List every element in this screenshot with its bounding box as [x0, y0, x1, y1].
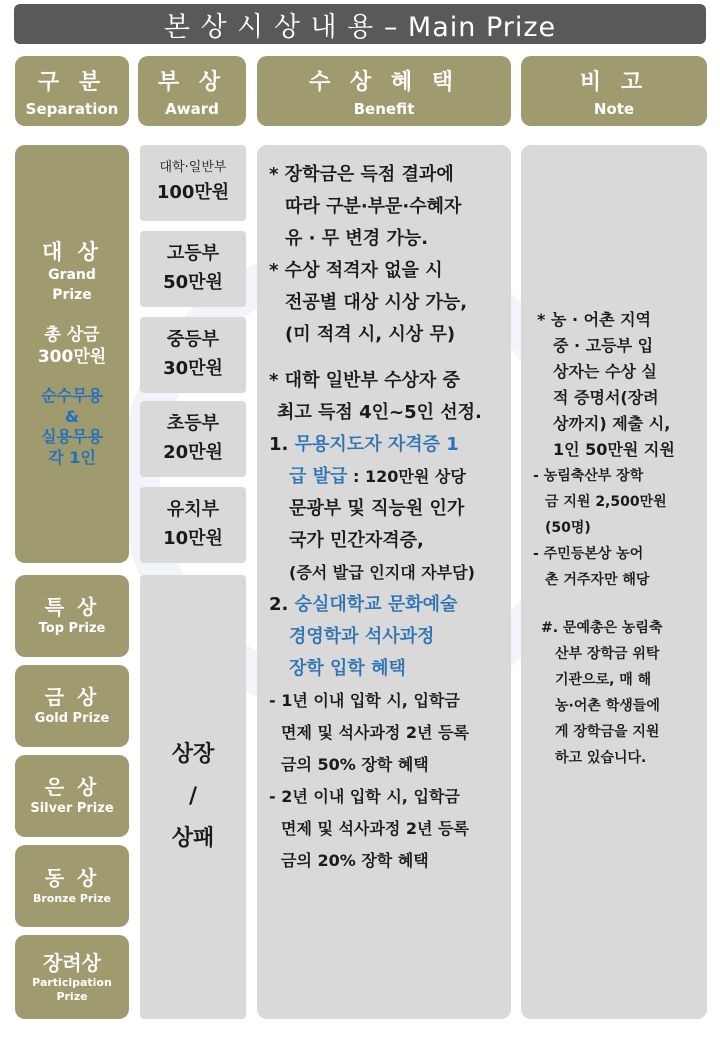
benefit-line: * 장학금은 득점 결과에 — [269, 164, 454, 185]
header-award-en: Award — [165, 99, 219, 118]
header-separation — [15, 56, 129, 126]
top-prize-cell — [15, 575, 129, 657]
note-line: #. 문예총은 농림축 — [541, 620, 663, 636]
header-benefit — [257, 56, 511, 126]
benefit-cell — [257, 145, 511, 1019]
top-prize-ko: 특 상 — [44, 594, 100, 619]
gold-prize-en: Gold Prize — [34, 710, 110, 726]
benefit-line: 따라 구분·부문·수혜자 — [285, 196, 462, 217]
header-award-ko: 부 상 — [157, 69, 227, 95]
tier-elementary — [140, 401, 246, 477]
header-separation-ko: 구 분 — [37, 69, 107, 95]
grand-prize-cell — [15, 145, 129, 563]
grand-total-amount: 300만원 — [37, 346, 107, 367]
grand-prize-en-2: Prize — [52, 286, 92, 303]
note-cell — [521, 145, 707, 1019]
participation-prize-en-1: Participation — [32, 975, 112, 989]
tier-amount: 50만원 — [163, 272, 223, 293]
note-line: (50명) — [545, 520, 591, 536]
tier-high-school — [140, 231, 246, 307]
benefit-highlight: 경영학과 석사과정 — [289, 626, 435, 647]
tier-name: 유치부 — [166, 499, 220, 521]
award-certificate: 상장 — [171, 742, 215, 768]
header-note — [521, 56, 707, 126]
tier-name: 중등부 — [166, 329, 220, 351]
award-separator: / — [188, 784, 198, 810]
grand-prize-ko: 대 상 — [42, 240, 102, 265]
benefit-item-number: 1. — [269, 434, 295, 455]
note-line: - 주민등본상 농어 — [533, 546, 644, 562]
silver-prize-cell — [15, 755, 129, 837]
gold-prize-ko: 금 상 — [44, 684, 100, 709]
benefit-line: 문광부 및 직능원 인가 — [289, 498, 465, 519]
benefit-line: - 2년 이내 입학 시, 입학금 — [269, 787, 460, 806]
grand-prize-en-1: Grand — [48, 267, 96, 284]
benefit-item-number: 2. — [269, 594, 295, 615]
tier-name: 고등부 — [166, 243, 220, 265]
benefit-line: (증서 발급 인지대 자부담) — [289, 563, 475, 582]
tier-middle-school — [140, 317, 246, 393]
bronze-prize-en: Bronze Prize — [32, 892, 111, 906]
tier-amount: 10만원 — [163, 528, 223, 549]
tier-name: 초등부 — [166, 413, 220, 435]
bronze-prize-cell — [15, 845, 129, 927]
benefit-highlight: 숭실대학교 문화예술 — [294, 594, 458, 615]
grand-category-1: 순수무용 — [41, 385, 103, 405]
note-line: 촌 거주자만 해당 — [545, 572, 650, 588]
note-line: 게 장학금을 지원 — [555, 724, 660, 740]
header-award — [138, 56, 246, 126]
header-note-ko: 비 고 — [579, 69, 649, 95]
benefit-line: 면제 및 석사과정 2년 등록 — [281, 723, 469, 742]
bronze-prize-ko: 동 상 — [44, 866, 100, 891]
participation-prize-ko: 장려상 — [43, 950, 101, 975]
benefit-line: : 120만원 상당 — [347, 467, 466, 486]
benefit-line: * 대학 일반부 수상자 중 — [269, 370, 460, 391]
note-line: 금 지원 2,500만원 — [545, 494, 667, 510]
benefit-highlight: 무용지도자 자격증 1 — [294, 434, 459, 455]
note-line: 적 증명서(장려 — [553, 388, 659, 407]
benefit-line: - 1년 이내 입학 시, 입학금 — [269, 691, 460, 710]
benefit-line: 금의 50% 장학 혜택 — [281, 755, 429, 774]
benefit-line: 전공별 대상 시상 가능, — [285, 292, 468, 313]
tier-amount: 100만원 — [156, 182, 230, 203]
note-line: 기관으로, 매 해 — [555, 672, 652, 688]
note-line: 상자는 수상 실 — [553, 362, 657, 381]
tier-amount: 30만원 — [163, 358, 223, 379]
note-line: - 농림축산부 장학 — [533, 468, 644, 484]
note-line: * 농 · 어촌 지역 — [537, 310, 652, 329]
silver-prize-ko: 은 상 — [44, 774, 100, 799]
benefit-highlight: 급 발급 — [289, 466, 348, 487]
header-benefit-ko: 수 상 혜 택 — [309, 69, 459, 95]
silver-prize-en: Silver Prize — [30, 800, 114, 816]
top-prize-en: Top Prize — [38, 620, 106, 636]
benefit-highlight: 장학 입학 혜택 — [289, 658, 406, 679]
benefit-line: 면제 및 석사과정 2년 등록 — [281, 819, 469, 838]
note-line: 1인 50만원 지원 — [553, 440, 675, 459]
benefit-line: 국가 민간자격증, — [289, 530, 424, 551]
note-line: 중 · 고등부 입 — [553, 336, 654, 355]
tier-university — [140, 145, 246, 221]
benefit-line: (미 적격 시, 시상 무) — [285, 324, 456, 345]
header-separation-en: Separation — [25, 99, 119, 118]
grand-category-amp: & — [65, 406, 79, 426]
benefit-line: 금의 20% 장학 혜택 — [281, 851, 429, 870]
header-benefit-en: Benefit — [353, 99, 415, 118]
grand-total-label: 총 상금 — [44, 324, 100, 345]
award-plaque: 상패 — [171, 825, 215, 851]
participation-prize-cell — [15, 935, 129, 1019]
benefit-line: 최고 득점 4인~5인 선정. — [277, 402, 482, 423]
award-certificate-cell — [140, 575, 246, 1019]
header-note-en: Note — [593, 99, 635, 118]
tier-kindergarten — [140, 487, 246, 563]
benefit-line: * 수상 적격자 없을 시 — [269, 260, 443, 281]
tier-amount: 20만원 — [163, 442, 223, 463]
note-line: 농·어촌 학생들에 — [555, 698, 660, 714]
note-line: 산부 장학금 위탁 — [555, 646, 660, 662]
page-title: 본 상 시 상 내 용 – Main Prize — [14, 4, 706, 44]
grand-category-count: 각 1인 — [48, 448, 96, 468]
tier-name: 대학·일반부 — [159, 160, 227, 176]
gold-prize-cell — [15, 665, 129, 747]
grand-category-2: 실용무용 — [41, 427, 103, 447]
note-line: 상까지) 제출 시, — [553, 414, 671, 433]
benefit-line: 유 · 무 변경 가능. — [285, 228, 429, 249]
note-line: 하고 있습니다. — [555, 750, 647, 766]
participation-prize-en-2: Prize — [56, 990, 88, 1003]
